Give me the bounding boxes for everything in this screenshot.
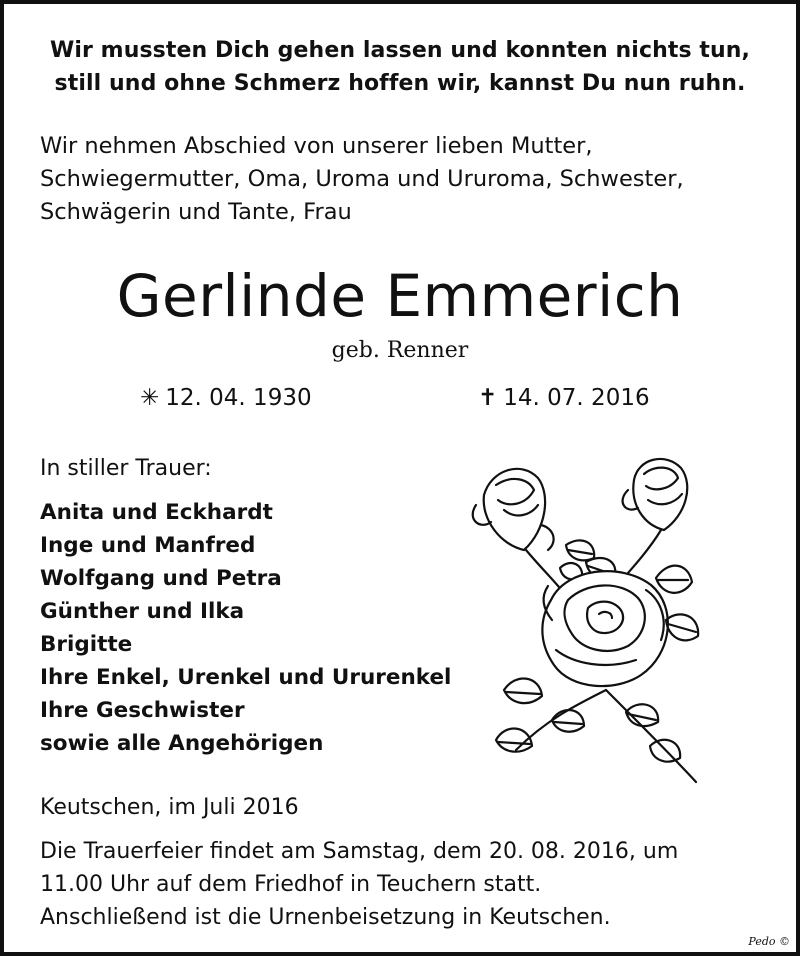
intro-line-1: Wir nehmen Abschied von unserer lieben Mutter, xyxy=(40,133,593,159)
credit-mark: Pedo © xyxy=(748,935,790,948)
place-and-date: Keutschen, im Juli 2016 xyxy=(40,795,299,820)
mourner-item: Anita und Eckhardt xyxy=(40,500,273,525)
death-cross-icon: ✝ xyxy=(478,385,498,411)
ceremony-line-3: Anschließend ist die Urnenbeisetzung in Keutschen. xyxy=(40,905,611,930)
farewell-intro xyxy=(40,130,684,229)
intro-line-2: Schwiegermutter, Oma, Uroma und Ururoma, Schwester, xyxy=(40,166,684,192)
birth-star-icon: ✳ xyxy=(140,385,160,411)
mourner-list xyxy=(40,496,451,760)
maiden-name: geb. Renner xyxy=(331,338,469,363)
mourner-item: Günther und Ilka xyxy=(40,599,245,624)
mourner-item: Ihre Enkel, Urenkel und Ururenkel xyxy=(40,665,452,690)
intro-line-3: Schwägerin und Tante, Frau xyxy=(40,199,352,225)
ceremony-details xyxy=(40,835,678,934)
mourner-item: Inge und Manfred xyxy=(40,533,256,558)
motto-verse xyxy=(4,34,796,100)
ceremony-line-2: 11.00 Uhr auf dem Friedhof in Teuchern statt. xyxy=(40,872,542,897)
death-date-line xyxy=(478,381,650,415)
birth-date-line xyxy=(140,381,312,415)
mourner-item: Ihre Geschwister xyxy=(40,698,245,723)
death-date: 14. 07. 2016 xyxy=(503,385,650,411)
deceased-name: Gerlinde Emmerich xyxy=(116,262,684,330)
motto-line-1: Wir mussten Dich gehen lassen und konnten nichts tun, xyxy=(49,38,751,63)
mourner-item: Brigitte xyxy=(40,632,133,657)
birth-date: 12. 04. 1930 xyxy=(165,385,312,411)
ceremony-line-1: Die Trauerfeier findet am Samstag, dem 20. 08. 2016, um xyxy=(40,839,679,864)
mourner-item: sowie alle Angehörigen xyxy=(40,731,324,756)
mourning-heading: In stiller Trauer: xyxy=(40,456,212,481)
mourner-item: Wolfgang und Petra xyxy=(40,566,282,591)
motto-line-2: still und ohne Schmerz hoffen wir, kannst Du nun ruhn. xyxy=(54,71,746,96)
roses-illustration-icon xyxy=(456,450,716,790)
